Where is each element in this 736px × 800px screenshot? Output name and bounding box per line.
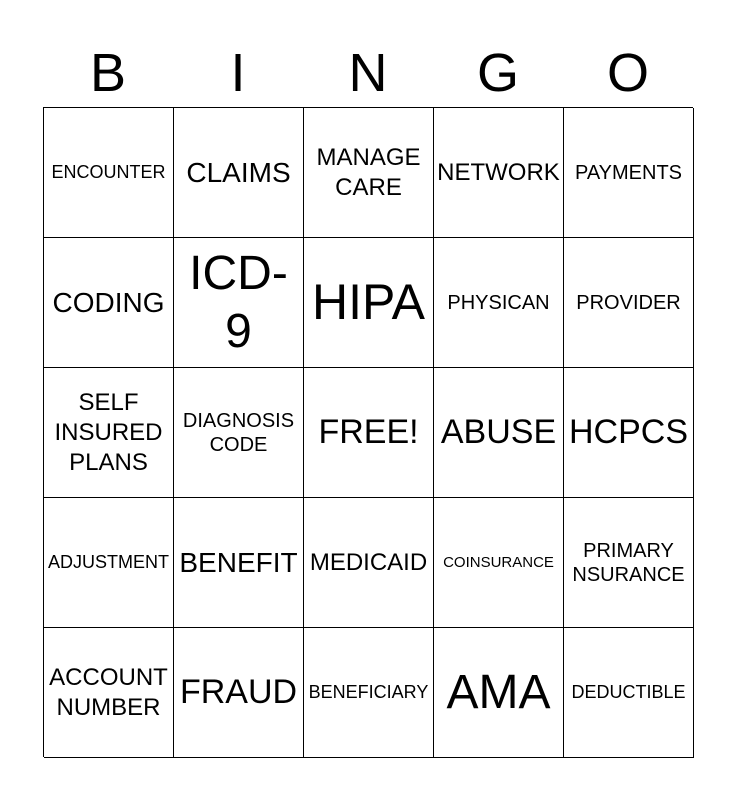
header-letter-o: O <box>606 43 649 103</box>
bingo-cell-hipa[interactable]: HIPA <box>304 238 434 368</box>
bingo-cell-medicaid[interactable]: MEDICAID <box>304 498 434 628</box>
bingo-cell-coding[interactable]: CODING <box>44 238 174 368</box>
bingo-cell-claims[interactable]: CLAIMS <box>174 108 304 238</box>
bingo-cell-encounter[interactable]: ENCOUNTER <box>44 108 174 238</box>
header-letter-b: B <box>89 43 127 103</box>
bingo-cell-provider[interactable]: PROVIDER <box>564 238 694 368</box>
bingo-cell-network[interactable]: NETWORK <box>434 108 564 238</box>
header-letter-n: N <box>348 43 388 103</box>
bingo-cell-self-insured-plans[interactable]: SELF INSURED PLANS <box>44 368 174 498</box>
bingo-cell-deductible[interactable]: DEDUCTIBLE <box>564 628 694 758</box>
bingo-cell-benefit[interactable]: BENEFIT <box>174 498 304 628</box>
bingo-cell-ama[interactable]: AMA <box>434 628 564 758</box>
bingo-cell-coinsurance[interactable]: COINSURANCE <box>434 498 564 628</box>
bingo-cell-diagnosis-code[interactable]: DIAGNOSIS CODE <box>174 368 304 498</box>
header-letter-g: G <box>476 43 519 103</box>
bingo-cell-abuse[interactable]: ABUSE <box>434 368 564 498</box>
bingo-cell-physican[interactable]: PHYSICAN <box>434 238 564 368</box>
bingo-cell-primary-nsurance[interactable]: PRIMARY NSURANCE <box>564 498 694 628</box>
bingo-cell-payments[interactable]: PAYMENTS <box>564 108 694 238</box>
bingo-board <box>43 107 693 757</box>
bingo-cell-adjustment[interactable]: ADJUSTMENT <box>44 498 174 628</box>
bingo-cell-account-number[interactable]: ACCOUNT NUMBER <box>44 628 174 758</box>
header-letter-i: I <box>230 43 246 103</box>
bingo-cell-beneficiary[interactable]: BENEFICIARY <box>304 628 434 758</box>
bingo-cell-manage-care[interactable]: MANAGE CARE <box>304 108 434 238</box>
bingo-cell-fraud[interactable]: FRAUD <box>174 628 304 758</box>
bingo-cell-icd-9[interactable]: ICD- 9 <box>174 238 304 368</box>
bingo-cell-free[interactable]: FREE! <box>304 368 434 498</box>
bingo-cell-hcpcs[interactable]: HCPCS <box>564 368 694 498</box>
bingo-header <box>43 40 693 106</box>
